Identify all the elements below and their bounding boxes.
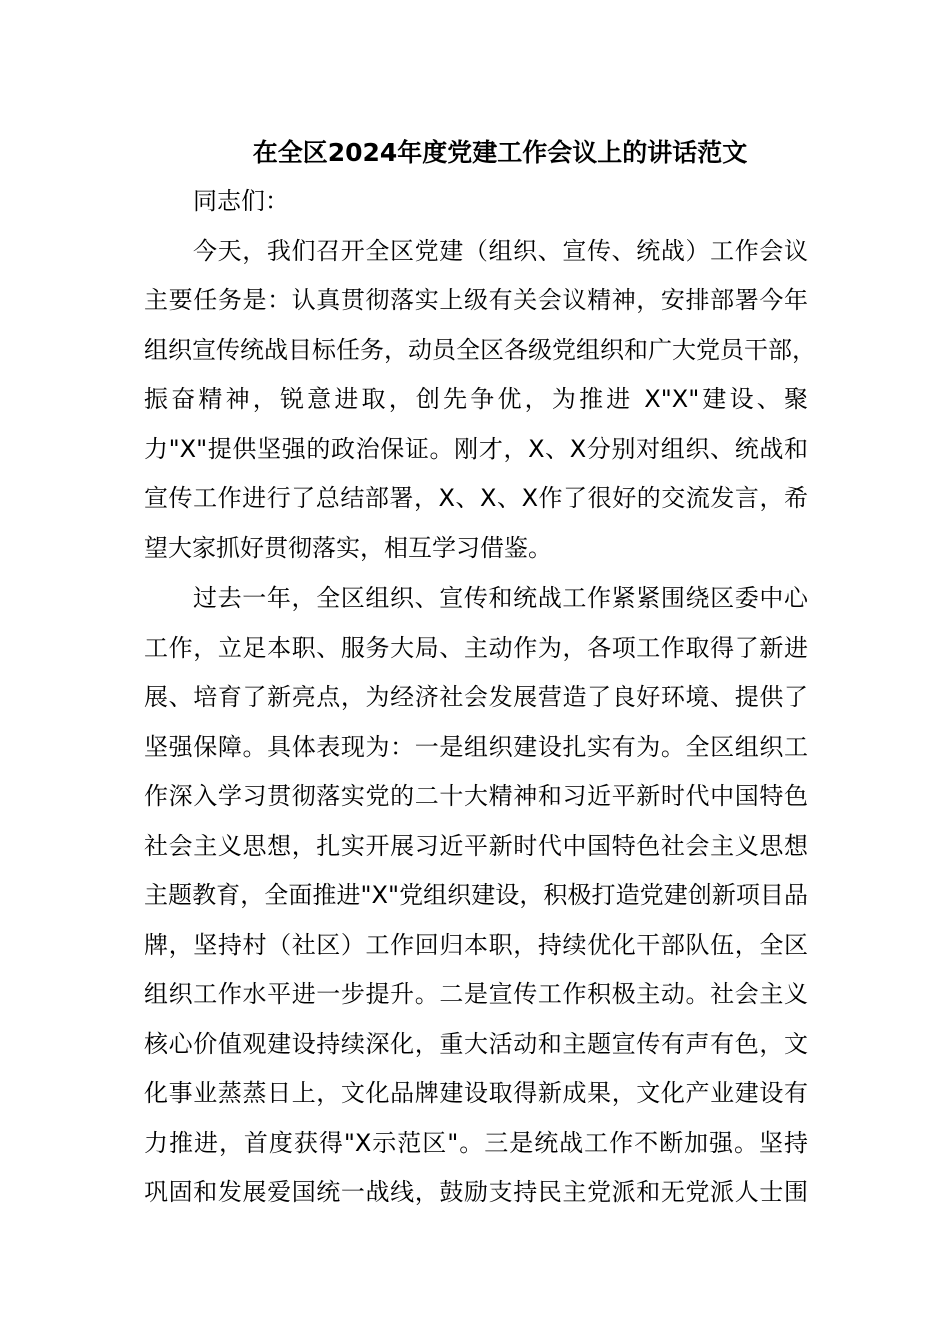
- paragraph-line: 展、培育了新亮点，为经济社会发展营造了良好环境、提供了: [144, 683, 808, 711]
- paragraph-line: 社会主义思想，扎实开展习近平新时代中国特色社会主义思想: [144, 832, 808, 860]
- paragraph-line: 工作，立足本职、服务大局、主动作为，各项工作取得了新进: [144, 634, 808, 662]
- paragraph-line: 坚强保障。具体表现为：一是组织建设扎实有为。全区组织工: [144, 733, 808, 761]
- paragraph-line: 力"X"提供坚强的政治保证。刚才，X、X分别对组织、统战和: [144, 435, 808, 463]
- paragraph-line: 组织宣传统战目标任务，动员全区各级党组织和广大党员干部，: [144, 336, 816, 364]
- paragraph-line: 作深入学习贯彻落实党的二十大精神和习近平新时代中国特色: [144, 782, 808, 810]
- paragraph-line: 核心价值观建设持续深化，重大活动和主题宣传有声有色，文: [144, 1030, 808, 1058]
- paragraph-line: 望大家抓好贯彻落实，相互学习借鉴。: [144, 534, 552, 562]
- paragraph-line: 组织工作水平进一步提升。二是宣传工作积极主动。社会主义: [144, 980, 808, 1008]
- paragraph-line: 过去一年，全区组织、宣传和统战工作紧紧围绕区委中心: [193, 584, 808, 612]
- paragraph-line: 巩固和发展爱国统一战线，鼓励支持民主党派和无党派人士围: [144, 1178, 808, 1206]
- paragraph-line: 宣传工作进行了总结部署，X、X、X作了很好的交流发言，希: [144, 484, 808, 512]
- paragraph-line: 化事业蒸蒸日上，文化品牌建设取得新成果，文化产业建设有: [144, 1079, 808, 1107]
- paragraph-line: 振奋精神，锐意进取，创先争优，为推进 X"X"建设、聚: [144, 385, 808, 413]
- paragraph-line: 主要任务是：认真贯彻落实上级有关会议精神，安排部署今年: [144, 286, 808, 314]
- greeting: 同志们：: [193, 187, 289, 215]
- paragraph-line: 力推进，首度获得"X示范区"。三是统战工作不断加强。坚持: [144, 1129, 808, 1157]
- document-title: 在全区2024年度党建工作会议上的讲话范文: [252, 138, 748, 167]
- paragraph-line: 主题教育，全面推进"X"党组织建设，积极打造党建创新项目品: [144, 881, 808, 909]
- paragraph-line: 今天，我们召开全区党建（组织、宣传、统战）工作会议: [193, 237, 808, 265]
- paragraph-line: 牌，坚持村（社区）工作回归本职，持续优化干部队伍，全区: [144, 931, 808, 959]
